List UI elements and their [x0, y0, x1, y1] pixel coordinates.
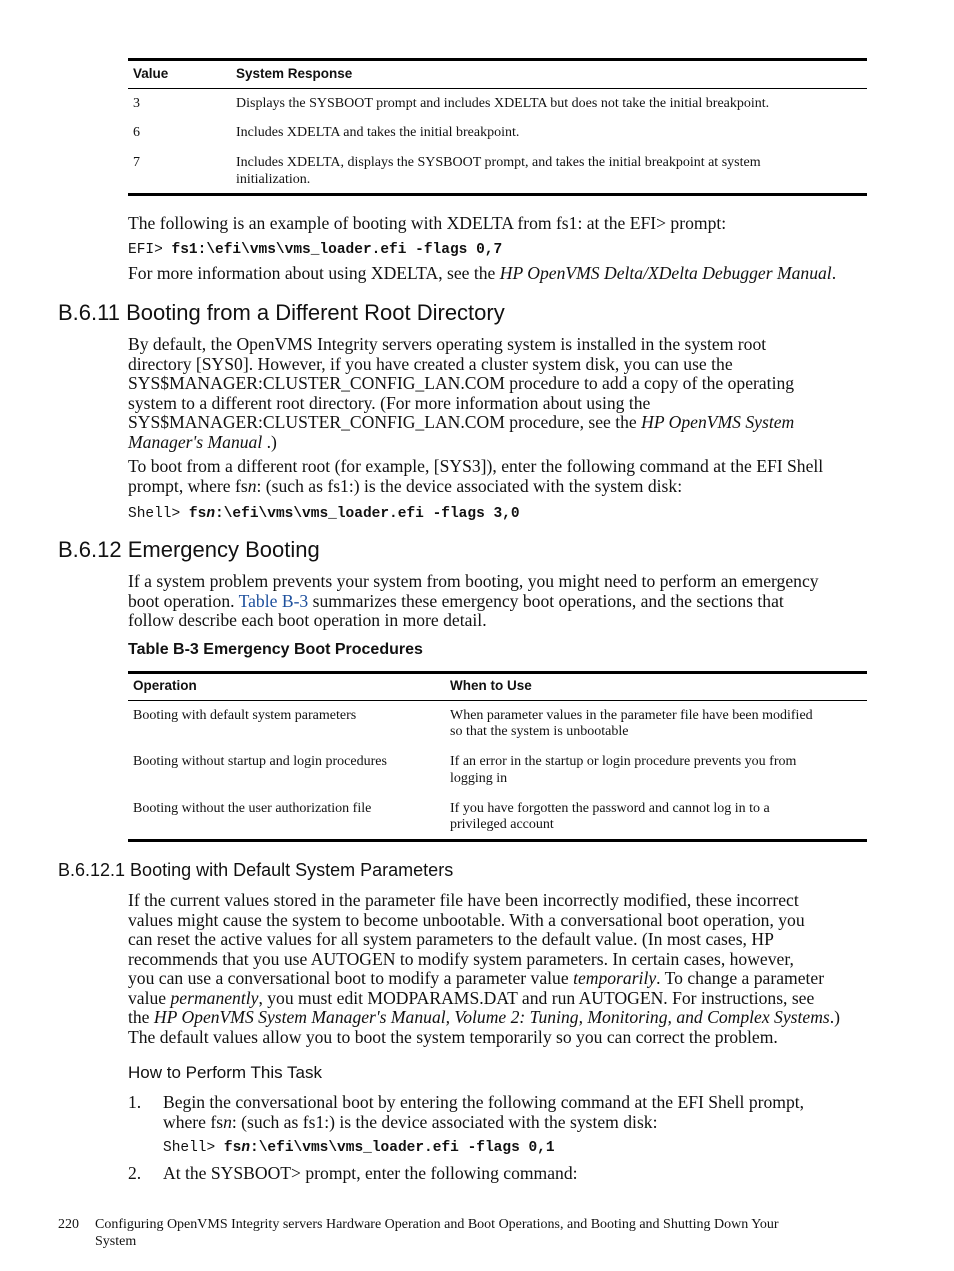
paragraph: The following is an example of booting with XDELTA from fs1: at the EFI> prompt: — [128, 213, 727, 233]
step-number: 1. — [128, 1092, 142, 1112]
table-cell: If an error in the startup or login procedure prevents you from — [450, 754, 797, 769]
table-cell: 7 — [133, 155, 140, 170]
table-cell: Booting with default system parameters — [133, 708, 357, 723]
table-top-rule — [128, 58, 867, 61]
table-cell: Booting without startup and login procedures — [133, 754, 387, 769]
table-top-rule — [128, 671, 867, 674]
table-header-rule — [128, 700, 867, 701]
book-title: HP OpenVMS Delta/XDelta Debugger Manual — [499, 263, 832, 283]
code-example: Shell> fsn:\efi\vms\vms_loader.efi -flags 3,0 — [128, 506, 520, 522]
table-cell: 3 — [133, 96, 140, 111]
task-heading: How to Perform This Task — [128, 1063, 322, 1082]
table-header-when: When to Use — [450, 678, 532, 693]
section-heading: B.6.11 Booting from a Different Root Directory — [58, 300, 505, 325]
paragraph: For more information about using XDELTA, see the HP OpenVMS Delta/XDelta Debugger Manual. — [128, 263, 837, 283]
book-title: HP OpenVMS System Manager's Manual, Volume 2: Tuning, Monitoring, and Complex Systems — [153, 1007, 830, 1027]
paragraph: To boot from a different root (for example, [SYS3]), enter the following command at the EFI Shell prompt, where fsn: (such as fs1:) is the device associated with the system disk: — [128, 456, 824, 496]
code-prompt: EFI> — [128, 242, 172, 258]
page-number: 220 — [58, 1217, 79, 1232]
table-cell: 6 — [133, 125, 140, 140]
paragraph: If the current values stored in the parameter file have been incorrectly modified, these incorrect values might cause the system to become unbootable. With a conversational boot operation, you can reset the active values for all system parameters to the default value. (In most cases, HP recommends that you use AUTOGEN to modify system parameters. In certain cases, however, you can use a conversational boot to modify a parameter value temporarily. To change a parameter value permanently, you must edit MODPARAMS.DAT and run AUTOGEN. For instructions, see the HP OpenVMS System Manager's Manual, Volume 2: Tuning, Monitoring, and Complex Systems.) The default values allow you to boot the system temporarily so you can correct the problem. — [128, 890, 841, 1047]
step-number: 2. — [128, 1163, 142, 1183]
table-cell: Booting without the user authorization file — [133, 801, 372, 816]
table-cell: When parameter values in the parameter file have been modified — [450, 708, 813, 723]
table-cell: privileged account — [450, 817, 554, 832]
table-caption: Table B-3 Emergency Boot Procedures — [128, 641, 423, 658]
paragraph: If a system problem prevents your system from booting, you might need to perform an emergency boot operation. Table B-3 summarizes these emergency boot operations, and the sections that follow describe each boot operation in more detail. — [128, 571, 819, 630]
table-header-operation: Operation — [133, 678, 197, 693]
table-cell: initialization. — [236, 172, 311, 187]
table-cell: Displays the SYSBOOT prompt and includes XDELTA but does not take the initial breakpoint. — [236, 96, 770, 111]
table-b3-link[interactable]: Table B-3 — [238, 590, 309, 611]
book-title: Manager's Manual — [128, 431, 263, 452]
code-example: Shell> fsn:\efi\vms\vms_loader.efi -flags 0,1 — [163, 1140, 555, 1156]
table-cell: logging in — [450, 771, 508, 786]
table-header-value: Value — [133, 66, 169, 81]
table-header-rule — [128, 88, 867, 89]
table-bottom-rule — [128, 193, 867, 196]
section-heading: B.6.12 Emergency Booting — [58, 537, 320, 562]
table-cell: so that the system is unbootable — [450, 724, 629, 739]
table-cell: Includes XDELTA and takes the initial breakpoint. — [236, 125, 520, 140]
book-title: HP OpenVMS System — [641, 412, 795, 432]
table-bottom-rule — [128, 839, 867, 842]
step-text: At the SYSBOOT> prompt, enter the following command: — [163, 1163, 578, 1183]
paragraph: By default, the OpenVMS Integrity servers operating system is installed in the system root directory [SYS0]. However, if you have created a cluster system disk, you can use the SYS$MANAGER:CLUSTER_CONFIG_LAN.COM procedure to add a copy of the operating system to a different root directory. (For more information about using the SYS$MANAGER:CLUSTER_CONFIG_LAN.COM procedure, see the HP OpenVMS System Manager's Manual .) — [128, 334, 795, 452]
code-example — [128, 242, 502, 258]
subsection-heading: B.6.12.1 Booting with Default System Parameters — [58, 860, 454, 880]
step-text: Begin the conversational boot by entering the following command at the EFI Shell prompt, where fsn: (such as fs1:) is the device associated with the system disk: — [163, 1092, 805, 1132]
table-cell: Includes XDELTA, displays the SYSBOOT prompt, and takes the initial breakpoint at system — [236, 155, 761, 170]
code-command: fs1:\efi\vms\vms_loader.efi -flags 0,7 — [171, 242, 503, 258]
running-footer: Configuring OpenVMS Integrity servers Hardware Operation and Boot Operations, and Booting and Shutting Down Your System — [95, 1217, 779, 1249]
table-header-response: System Response — [236, 66, 353, 81]
table-cell: If you have forgotten the password and cannot log in to a — [450, 801, 770, 816]
